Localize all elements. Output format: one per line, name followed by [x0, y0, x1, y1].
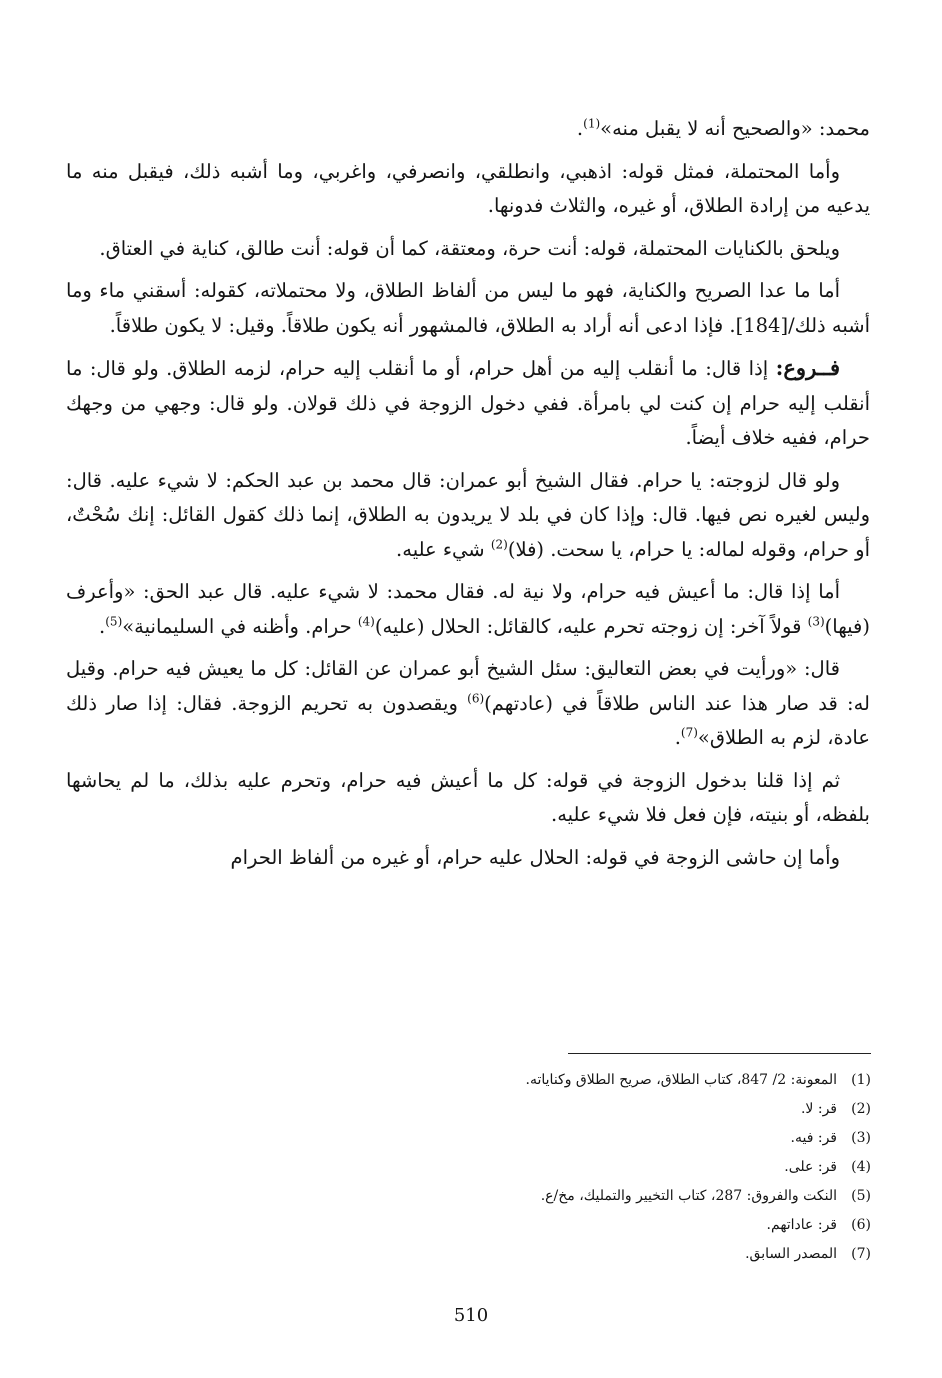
text-run: قولاً آخر: إن زوجته تحرم عليه، كالقائل: الحلال (عليه) — [374, 614, 808, 638]
footnote-1 — [300, 1066, 871, 1095]
paragraph-2 — [66, 155, 870, 224]
footnote-number: (4) — [851, 1159, 871, 1175]
paragraph-1 — [66, 112, 870, 147]
paragraph-8 — [66, 652, 870, 756]
text-run: وأما المحتملة، فمثل قوله: اذهبي، وانطلقي، وانصرفي، واغربي، وما أشبه ذلك، فيقبل منه ما يدعيه من إرادة الطلاق، أو غيره، والثلاث فدونها. — [66, 159, 870, 217]
paragraph-4 — [66, 274, 870, 343]
text-run: وأما إن حاشى الزوجة في قوله: الحلال عليه حرام، أو غيره من ألفاظ الحرام — [230, 845, 840, 869]
footnote-number: (7) — [851, 1246, 871, 1262]
main-text — [66, 112, 870, 883]
footnote-2 — [300, 1095, 871, 1124]
paragraph-3 — [66, 232, 870, 267]
footnote-ref: (4) — [357, 614, 375, 628]
paragraph-6 — [66, 464, 870, 568]
paragraph-10 — [66, 841, 870, 876]
footnote-text: المعونة: 2/ 847، كتاب الطلاق، صريح الطلاق وكناياته. — [525, 1072, 837, 1088]
footnote-separator — [568, 1053, 871, 1054]
footnote-number: (5) — [851, 1188, 871, 1204]
footnote-text: قر: على. — [784, 1159, 837, 1175]
paragraph-9 — [66, 764, 870, 833]
footnotes — [300, 1066, 871, 1269]
footnote-ref: (2) — [490, 537, 508, 551]
footnote-4 — [300, 1153, 871, 1182]
text-run: ولو قال لزوجته: يا حرام. فقال الشيخ أبو عمران: قال محمد بن عبد الحكم: لا شيء عليه. قال: وليس لغيره نص فيها. قال: وإذا كان في بلد لا يريدون به الطلاق، إنما ذلك كقول القائل: إنك سُحْتٌ، أو حرام، وقوله لماله: يا حرام، يا سحت. (فلا) — [66, 468, 870, 561]
footnote-number: (6) — [851, 1217, 871, 1233]
text-run: أما ما عدا الصريح والكناية، فهو ما ليس من ألفاظ الطلاق، ولا محتملاته، كقوله: أسقني ماء وما أشبه ذلك/[184]. فإذا ادعى أنه أراد به الطلاق، فالمشهور أنه يكون طلاقاً. وقيل: لا يكون طلاقاً. — [66, 279, 870, 337]
footnote-ref: (5) — [105, 614, 123, 628]
footnote-7 — [300, 1240, 871, 1269]
paragraph-5 — [66, 351, 870, 456]
footnote-3 — [300, 1124, 871, 1153]
footnote-text: قر: لا. — [800, 1101, 837, 1117]
footnote-text: قر: فيه. — [790, 1130, 837, 1146]
text-run: ثم إذا قلنا بدخول الزوجة في قوله: كل ما أعيش فيه حرام، وتحرم عليه بذلك، ما لم يحاشها بلفظه، أو بنيته، فإن فعل فلا شيء عليه. — [66, 768, 870, 826]
footnote-text: المصدر السابق. — [745, 1246, 837, 1262]
paragraph-7 — [66, 575, 870, 644]
footnote-text: قر: عاداتهم. — [766, 1217, 837, 1233]
footnote-number: (3) — [851, 1130, 871, 1146]
text-run: قال: «ورأيت في بعض التعاليق: سئل الشيخ أبو عمران عن القائل: كل ما يعيش فيه حرام. وقيل له: قد صار هذا عند الناس طلاقاً في (عادتهم) — [66, 657, 870, 715]
section-heading: فــروع: — [775, 355, 840, 380]
text-run: أما إذا قال: ما أعيش فيه حرام، ولا نية له. فقال محمد: لا شيء عليه. قال عبد الحق: «وأعرف (فيها) — [66, 580, 870, 638]
text-run: إذا قال: ما أنقلب إليه من أهل حرام، أو ما أنقلب إليه حرام، لزمه الطلاق. ولو قال: ما أنقلب إليه حرام إن كنت لي بامرأة. ففي دخول الزوجة في ذلك قولان. ولو قال: وجهي من وجهك حرام، ففيه خلاف أيضاً. — [66, 357, 870, 449]
text-run: ويلحق بالكنايات المحتملة، قوله: أنت حرة، ومعتقة، كما أن قوله: أنت طالق، كناية في العتاق. — [99, 236, 840, 260]
text-run: شيء عليه. — [396, 537, 491, 561]
footnote-number: (2) — [851, 1101, 871, 1117]
text-run: ويقصدون به تحريم الزوجة. فقال: إذا صار ذلك عادة، لزم به الطلاق» — [66, 691, 870, 749]
page-number: 510 — [453, 1305, 489, 1326]
footnote-5 — [300, 1182, 871, 1211]
text-run: محمد: «والصحيح أنه لا يقبل منه» — [600, 117, 870, 140]
text-run: حرام. وأظنه في السليمانية» — [122, 614, 358, 638]
footnote-ref: (3) — [807, 614, 825, 628]
footnote-text: النكت والفروق: 287، كتاب التخيير والتمليك، مخ/ع. — [540, 1188, 837, 1204]
text-run: . — [576, 117, 584, 140]
footnote-ref: (7) — [680, 725, 698, 740]
footnote-6 — [300, 1211, 871, 1240]
footnote-ref: (1) — [583, 116, 601, 131]
text-run: . — [99, 614, 106, 638]
footnote-ref: (6) — [467, 691, 485, 705]
footnote-number: (1) — [851, 1072, 871, 1088]
text-run: . — [674, 726, 681, 749]
